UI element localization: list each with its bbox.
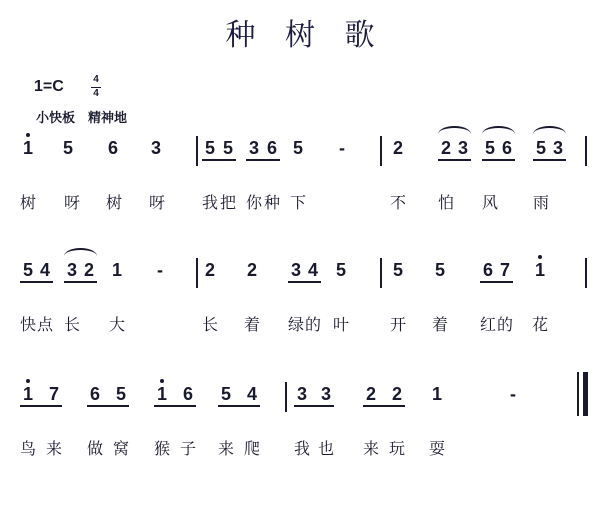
note: 6 xyxy=(89,384,100,404)
beam-underline xyxy=(202,159,236,161)
time-signature-top: 4 xyxy=(93,74,99,85)
lyric-char: 花 xyxy=(531,315,548,334)
lyric-char: 窝 xyxy=(112,439,129,458)
lyric-char: 耍 xyxy=(428,439,445,458)
lyric-char: 不 xyxy=(389,193,406,212)
key-signature: 1=C xyxy=(34,78,64,95)
lyric-char: 怕 xyxy=(437,193,454,212)
lyric-char: 把 xyxy=(219,193,236,212)
lyric-char: 呀 xyxy=(148,193,165,212)
lyric-char: 子 xyxy=(179,439,196,458)
slur-arc xyxy=(533,126,566,134)
note: 7 xyxy=(48,384,59,404)
lyric-char: 鸟 xyxy=(19,439,36,458)
lyric-char: 你 xyxy=(245,193,262,212)
note: 3 xyxy=(66,260,77,280)
note: 4 xyxy=(307,260,318,280)
note: 4 xyxy=(39,260,50,280)
note: 5 xyxy=(22,260,33,280)
note: 5 xyxy=(292,138,303,158)
note: 6 xyxy=(501,138,512,158)
note: 6 xyxy=(107,138,118,158)
note: 5 xyxy=(484,138,495,158)
lyric-char: 绿 xyxy=(287,315,304,334)
lyric-char: 大 xyxy=(108,315,125,334)
note: 2 xyxy=(440,138,451,158)
note: 2 xyxy=(246,260,257,280)
lyric-char: 下 xyxy=(289,193,306,212)
note: 5 xyxy=(115,384,126,404)
beam-underline xyxy=(64,281,97,283)
note: 3 xyxy=(457,138,468,158)
note: 3 xyxy=(150,138,161,158)
lyric-char: 红 xyxy=(479,315,496,334)
beam-underline xyxy=(246,159,280,161)
bar-line xyxy=(285,382,287,412)
note: 1 xyxy=(534,260,545,280)
note: 1 xyxy=(22,384,33,404)
lyric-char: 雨 xyxy=(532,193,549,212)
lyric-char: 的 xyxy=(304,315,321,334)
beam-underline xyxy=(482,159,515,161)
note: 3 xyxy=(552,138,563,158)
lyric-char: 猴 xyxy=(153,439,170,458)
bar-line xyxy=(196,258,198,288)
note: 5 xyxy=(204,138,215,158)
lyric-char: 做 xyxy=(86,439,103,458)
note: 3 xyxy=(248,138,259,158)
lyric-char: 爬 xyxy=(243,439,260,458)
high-octave-dot xyxy=(26,379,30,383)
beam-underline xyxy=(533,159,566,161)
lyric-char: 开 xyxy=(389,315,406,334)
slur-arc xyxy=(64,248,97,256)
beam-underline xyxy=(87,405,129,407)
bar-line xyxy=(585,136,587,166)
final-bar-thin xyxy=(577,372,579,416)
beam-underline xyxy=(363,405,405,407)
note: 1 xyxy=(111,260,122,280)
beam-underline xyxy=(154,405,196,407)
lyric-char: 来 xyxy=(45,439,62,458)
lyric-char: 来 xyxy=(217,439,234,458)
note: 2 xyxy=(204,260,215,280)
note: 7 xyxy=(499,260,510,280)
lyric-char: 快 xyxy=(19,315,36,334)
note: 5 xyxy=(220,384,231,404)
note: 5 xyxy=(434,260,445,280)
note: 6 xyxy=(482,260,493,280)
lyric-char: 着 xyxy=(431,315,448,334)
beam-underline xyxy=(288,281,321,283)
time-signature-bottom: 4 xyxy=(93,88,99,99)
lyric-char: 长 xyxy=(201,315,218,334)
lyric-char: 也 xyxy=(317,439,334,458)
dash-note: - xyxy=(510,384,516,404)
note: 1 xyxy=(22,138,33,158)
bar-line xyxy=(196,136,198,166)
note: 5 xyxy=(535,138,546,158)
bar-line xyxy=(380,136,382,166)
song-title: 种 树 歌 xyxy=(225,18,385,53)
note: 6 xyxy=(182,384,193,404)
note: 6 xyxy=(266,138,277,158)
lyric-char: 点 xyxy=(36,315,53,334)
lyric-char: 着 xyxy=(243,315,260,334)
high-octave-dot xyxy=(26,133,30,137)
note: 5 xyxy=(62,138,73,158)
beam-underline xyxy=(20,405,62,407)
beam-underline xyxy=(20,281,53,283)
beam-underline xyxy=(480,281,513,283)
slur-arc xyxy=(482,126,515,134)
lyric-char: 长 xyxy=(63,315,80,334)
lyric-char: 的 xyxy=(496,315,513,334)
slur-arc xyxy=(438,126,471,134)
lyric-char: 来 xyxy=(362,439,379,458)
tempo-marking: 小快板 精神地 xyxy=(36,111,128,126)
note: 3 xyxy=(320,384,331,404)
lyric-char: 玩 xyxy=(388,439,405,458)
beam-underline xyxy=(294,405,334,407)
note: 3 xyxy=(290,260,301,280)
final-bar-thick xyxy=(583,372,588,416)
note: 1 xyxy=(431,384,442,404)
lyric-char: 呀 xyxy=(63,193,80,212)
beam-underline xyxy=(218,405,260,407)
dash-note: - xyxy=(339,138,345,158)
lyric-char: 树 xyxy=(19,193,36,212)
note: 1 xyxy=(156,384,167,404)
note: 5 xyxy=(222,138,233,158)
note: 2 xyxy=(365,384,376,404)
lyric-char: 叶 xyxy=(332,315,349,334)
note: 5 xyxy=(335,260,346,280)
lyric-char: 我 xyxy=(293,439,310,458)
note: 5 xyxy=(392,260,403,280)
lyric-char: 树 xyxy=(105,193,122,212)
note: 2 xyxy=(391,384,402,404)
beam-underline xyxy=(438,159,471,161)
bar-line xyxy=(585,258,587,288)
note: 2 xyxy=(83,260,94,280)
bar-line xyxy=(380,258,382,288)
high-octave-dot xyxy=(538,255,542,259)
note: 2 xyxy=(392,138,403,158)
note: 4 xyxy=(246,384,257,404)
lyric-char: 我 xyxy=(201,193,218,212)
dash-note: - xyxy=(157,260,163,280)
note: 3 xyxy=(296,384,307,404)
high-octave-dot xyxy=(160,379,164,383)
lyric-char: 种 xyxy=(263,193,280,212)
lyric-char: 风 xyxy=(481,193,498,212)
